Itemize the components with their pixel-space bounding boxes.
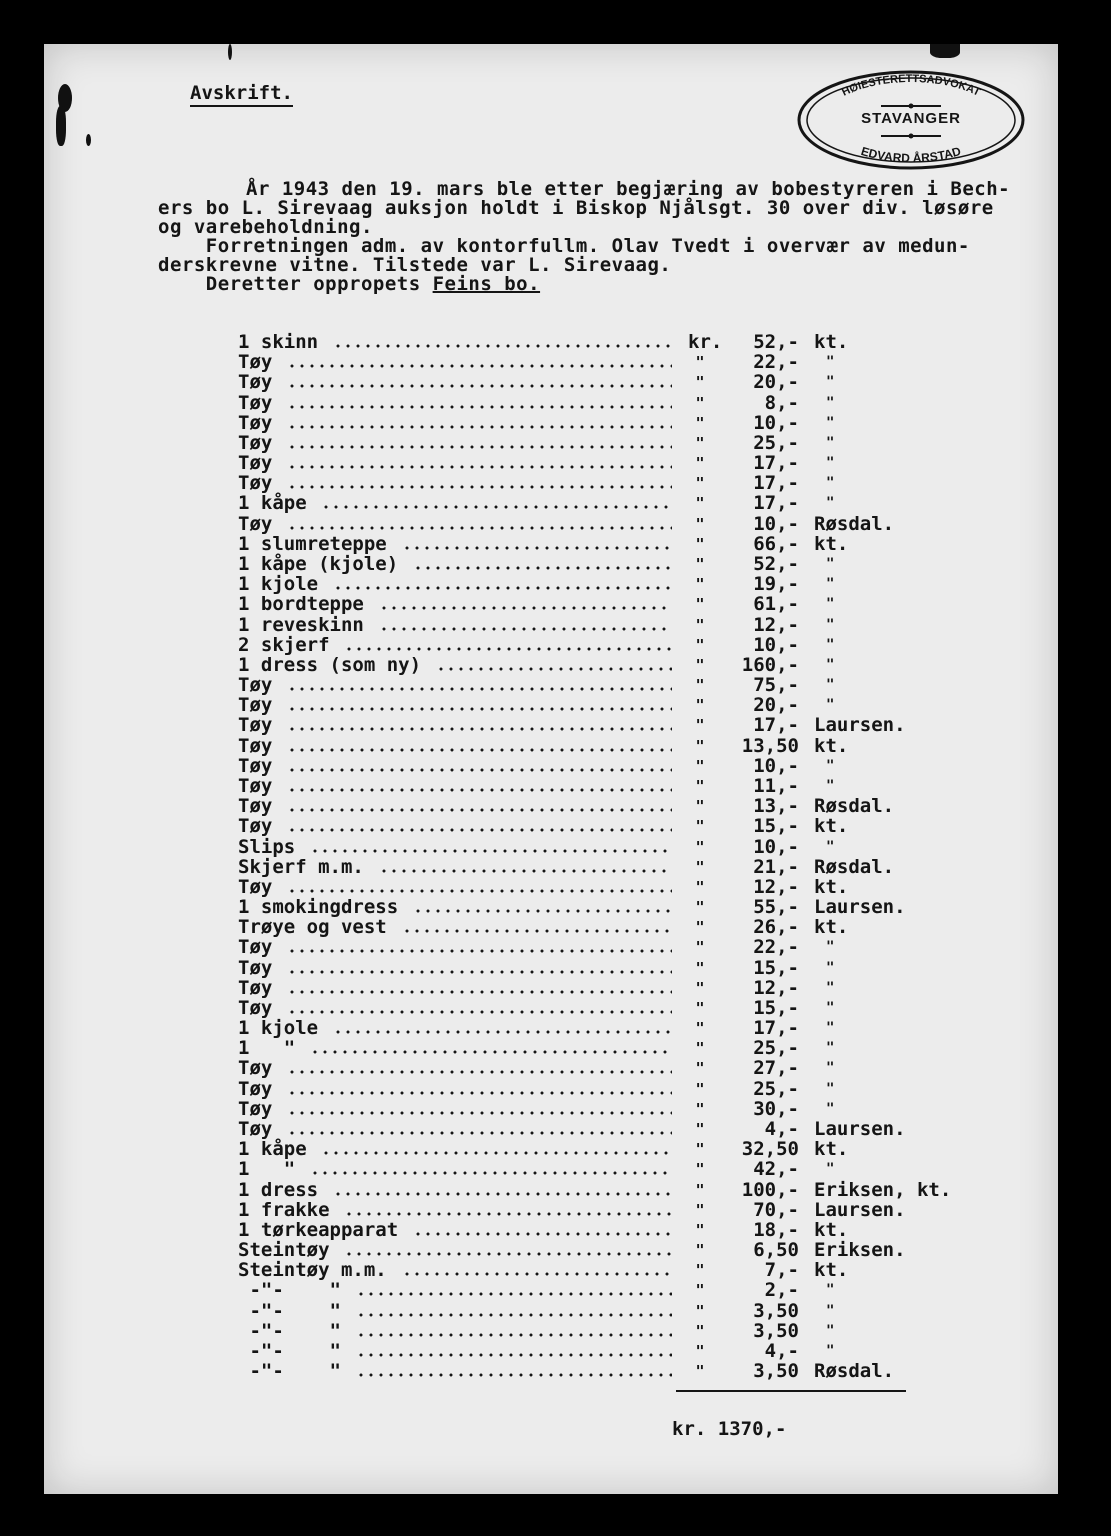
row-item: Tøy — [238, 976, 273, 999]
row-item: 1 bordteppe — [238, 593, 364, 616]
row-amount: 100,- — [741, 1178, 799, 1201]
row-buyer: " — [826, 455, 835, 472]
total-amount: kr. 1370,- — [672, 1418, 787, 1440]
row-currency: " — [695, 1241, 705, 1260]
row-item: Tøy — [238, 774, 273, 797]
row-buyer: " — [826, 1020, 835, 1037]
row-currency: " — [695, 676, 705, 695]
row-currency: " — [695, 353, 705, 372]
row-amount: 8,- — [764, 391, 799, 414]
row-amount: 20,- — [753, 694, 799, 717]
row-item: 1 frakke — [238, 1198, 330, 1221]
row-amount: 3,50 — [753, 1299, 799, 1322]
row-buyer: " — [826, 636, 835, 653]
row-amount: 17,- — [753, 452, 799, 475]
ink-speck — [86, 134, 91, 146]
row-currency: " — [695, 958, 705, 977]
row-buyer: Laursen. — [814, 1118, 906, 1141]
row-amount: 12,- — [753, 613, 799, 636]
row-amount: 25,- — [753, 1037, 799, 1060]
row-amount: 15,- — [753, 956, 799, 979]
row-amount: 17,- — [753, 472, 799, 495]
row-currency: " — [695, 514, 705, 533]
row-amount: 6,50 — [753, 1239, 799, 1262]
row-amount: 13,50 — [741, 734, 799, 757]
row-amount: 160,- — [741, 653, 799, 676]
row-item: Tøy — [238, 815, 273, 838]
row-buyer: Eriksen. — [814, 1239, 906, 1262]
row-buyer: " — [826, 576, 835, 593]
row-buyer: " — [826, 1040, 835, 1057]
row-item: Tøy — [238, 1057, 273, 1080]
row-amount: 18,- — [753, 1218, 799, 1241]
row-buyer: kt. — [814, 875, 849, 898]
row-amount: 70,- — [753, 1198, 799, 1221]
row-buyer: " — [826, 757, 835, 774]
row-buyer: Eriksen, kt. — [814, 1178, 952, 1201]
row-currency: " — [695, 877, 705, 896]
row-buyer: " — [826, 616, 835, 633]
row-amount: 12,- — [753, 875, 799, 898]
intro-line-6 — [158, 275, 1048, 294]
row-item: Tøy — [238, 936, 273, 959]
row-currency: " — [695, 655, 705, 674]
row-amount: 75,- — [753, 674, 799, 697]
row-amount: 52,- — [753, 331, 799, 353]
row-item: Tøy — [238, 472, 273, 495]
sum-rule — [676, 1390, 906, 1392]
intro-line: Forretningen adm. av kontorfullm. Olav Tvedt i overvær av medun- — [158, 235, 970, 257]
row-currency: " — [695, 1059, 705, 1078]
row-amount: 17,- — [753, 492, 799, 515]
row-amount: 4,- — [764, 1118, 799, 1141]
row-amount: 15,- — [753, 815, 799, 838]
row-item: Tøy — [238, 875, 273, 898]
row-currency: " — [695, 595, 705, 614]
row-currency: " — [695, 998, 705, 1017]
row-amount: 13,- — [753, 795, 799, 818]
row-buyer: " — [826, 414, 835, 431]
row-currency: " — [695, 1281, 705, 1300]
row-buyer: " — [826, 475, 835, 492]
row-item: Tøy — [238, 371, 273, 394]
row-buyer: " — [826, 1060, 835, 1077]
row-item: Steintøy m.m. — [238, 1259, 387, 1282]
row-buyer: " — [826, 838, 835, 855]
row-amount: 27,- — [753, 1057, 799, 1080]
row-amount: 32,50 — [741, 1138, 799, 1161]
row-currency: " — [695, 938, 705, 957]
row-currency: " — [695, 1200, 705, 1219]
row-amount: 55,- — [753, 896, 799, 919]
row-currency: " — [695, 393, 705, 412]
row-item: Tøy — [238, 694, 273, 717]
row-currency: " — [695, 797, 705, 816]
row-buyer: " — [826, 1322, 835, 1339]
row-item: 1 smokingdress — [238, 896, 399, 919]
row-buyer: Laursen. — [814, 714, 906, 737]
row-item: 1 tørkeapparat — [238, 1218, 399, 1241]
stamp-city: STAVANGER — [861, 110, 961, 127]
row-currency: " — [695, 433, 705, 452]
row-amount: 25,- — [753, 431, 799, 454]
row-amount: 2,- — [764, 1279, 799, 1302]
row-buyer: " — [826, 374, 835, 391]
row-buyer: Røsdal. — [814, 1360, 895, 1383]
row-currency: " — [695, 918, 705, 937]
row-amount: 42,- — [753, 1158, 799, 1181]
row-currency: " — [695, 1220, 705, 1239]
row-item: 1 reveskinn — [238, 613, 364, 636]
row-amount: 15,- — [753, 996, 799, 1019]
row-item: 1 kåpe — [238, 492, 307, 515]
row-buyer: " — [826, 434, 835, 451]
row-item: Tøy — [238, 734, 273, 757]
row-currency: " — [695, 1342, 705, 1360]
row-item: Tøy — [238, 754, 273, 777]
row-currency: " — [695, 736, 705, 755]
ink-speck — [56, 106, 66, 146]
row-amount: 26,- — [753, 916, 799, 939]
row-item: -"- " — [238, 1340, 341, 1362]
row-item: Tøy — [238, 714, 273, 737]
row-currency: " — [695, 554, 705, 573]
row-amount: 12,- — [753, 976, 799, 999]
row-item: -"- " — [238, 1319, 341, 1342]
row-item: Tøy — [238, 391, 273, 414]
row-item: 1 kjole — [238, 573, 319, 596]
row-item: Tøy — [238, 512, 273, 535]
row-currency: " — [695, 817, 705, 836]
row-amount: 3,50 — [753, 1360, 799, 1383]
row-buyer: kt. — [814, 1259, 849, 1282]
row-amount: 52,- — [753, 552, 799, 575]
row-amount: 30,- — [753, 1097, 799, 1120]
row-buyer: " — [826, 555, 835, 572]
row-buyer: Røsdal. — [814, 795, 895, 818]
row-item: 1 " — [238, 1158, 296, 1181]
row-currency: " — [695, 978, 705, 997]
row-buyer: kt. — [814, 1218, 849, 1241]
row-item: Tøy — [238, 351, 273, 374]
row-currency: kr. — [688, 331, 723, 353]
row-item: Skjerf m.m. — [238, 855, 364, 878]
row-item: Steintøy — [238, 1239, 330, 1262]
row-buyer: " — [826, 999, 835, 1016]
row-currency: " — [695, 1180, 705, 1199]
row-amount: 4,- — [764, 1340, 799, 1362]
row-buyer: Laursen. — [814, 1198, 906, 1221]
row-currency: " — [695, 837, 705, 856]
row-currency: " — [695, 575, 705, 594]
row-amount: 21,- — [753, 855, 799, 878]
row-currency: " — [695, 615, 705, 634]
row-currency: " — [695, 1160, 705, 1179]
row-item: Tøy — [238, 956, 273, 979]
row-buyer: " — [826, 394, 835, 411]
row-currency: " — [695, 696, 705, 715]
intro-line: derskrevne vitne. Tilstede var L. Sirevaag. — [158, 254, 672, 276]
intro-paragraph — [158, 180, 1048, 294]
row-buyer: " — [826, 1282, 835, 1299]
row-item: 1 skinn — [238, 331, 319, 353]
row-item: Trøye og vest — [238, 916, 387, 939]
row-item: 1 " — [238, 1037, 296, 1060]
row-amount: 10,- — [753, 512, 799, 535]
row-item: Tøy — [238, 411, 273, 434]
row-amount: 10,- — [753, 633, 799, 656]
row-buyer: " — [826, 959, 835, 976]
row-currency: " — [695, 756, 705, 775]
row-item: 2 skjerf — [238, 633, 330, 656]
intro-line-6-prefix: Deretter oppropets — [158, 273, 433, 295]
row-amount: 10,- — [753, 754, 799, 777]
stamp-top-text: HØIESTERETTSADVOKAT — [840, 72, 983, 99]
row-item: 1 kåpe (kjole) — [238, 552, 399, 575]
row-currency: " — [695, 857, 705, 876]
row-currency: " — [695, 534, 705, 553]
row-buyer: " — [826, 495, 835, 512]
row-amount: 17,- — [753, 1017, 799, 1040]
row-item: 1 dress (som ny) — [238, 653, 422, 676]
row-buyer: " — [826, 354, 835, 371]
row-item: Tøy — [238, 1077, 273, 1100]
row-buyer: " — [826, 1302, 835, 1319]
intro-line: ers bo L. Sirevaag auksjon holdt i Biskop Njålsgt. 30 over div. løsøre — [158, 197, 994, 219]
row-currency: " — [695, 1099, 705, 1118]
row-currency: " — [695, 1301, 705, 1320]
row-currency: " — [695, 1362, 705, 1381]
row-currency: " — [695, 494, 705, 513]
row-buyer: kt. — [814, 815, 849, 838]
row-item: Tøy — [238, 452, 273, 475]
row-buyer: " — [826, 1343, 835, 1359]
row-currency: " — [695, 716, 705, 735]
row-currency: " — [695, 474, 705, 493]
row-item: Tøy — [238, 674, 273, 697]
row-currency: " — [695, 454, 705, 473]
row-amount: 25,- — [753, 1077, 799, 1100]
row-currency: " — [695, 1261, 705, 1280]
row-currency: " — [695, 1321, 705, 1340]
row-buyer: kt. — [814, 1138, 849, 1161]
row-buyer: Laursen. — [814, 896, 906, 919]
row-currency: " — [695, 413, 705, 432]
ink-speck — [930, 44, 960, 58]
row-buyer: kt. — [814, 916, 849, 939]
svg-text:EDVARD ÅRSTAD — [859, 144, 962, 165]
estate-name: Feins bo. — [432, 273, 541, 295]
lawyer-stamp — [795, 68, 1027, 172]
row-currency: " — [695, 1019, 705, 1038]
row-buyer: " — [826, 979, 835, 996]
row-item: -"- " — [238, 1360, 341, 1383]
row-amount: 66,- — [753, 532, 799, 555]
row-amount: 7,- — [764, 1259, 799, 1282]
row-amount: 22,- — [753, 936, 799, 959]
row-buyer: kt. — [814, 734, 849, 757]
intro-line: År 1943 den 19. mars ble etter begjæring av bobestyreren i Bech- — [246, 178, 1011, 200]
row-buyer: " — [826, 596, 835, 613]
row-amount: 3,50 — [753, 1319, 799, 1342]
row-buyer: " — [826, 1100, 835, 1117]
row-item: Slips — [238, 835, 296, 858]
row-currency: " — [695, 898, 705, 917]
intro-line: og varebeholdning. — [158, 216, 373, 238]
row-buyer: kt. — [814, 331, 849, 353]
row-currency: " — [695, 1140, 705, 1159]
row-amount: 61,- — [753, 593, 799, 616]
row-buyer: " — [826, 656, 835, 673]
row-currency: " — [695, 635, 705, 654]
row-item: -"- " — [238, 1279, 341, 1302]
row-buyer: " — [826, 1080, 835, 1097]
row-buyer: " — [826, 1161, 835, 1178]
row-buyer: " — [826, 939, 835, 956]
row-item: 1 kåpe — [238, 1138, 307, 1161]
row-item: 1 slumreteppe — [238, 532, 387, 555]
row-buyer: " — [826, 697, 835, 714]
stamp-bottom-text: EDVARD ÅRSTAD — [859, 143, 963, 166]
row-currency: " — [695, 1120, 705, 1139]
row-amount: 10,- — [753, 411, 799, 434]
row-currency: " — [695, 1079, 705, 1098]
ink-speck — [228, 44, 232, 60]
row-buyer: Røsdal. — [814, 512, 895, 535]
row-item: -"- " — [238, 1299, 341, 1322]
document-heading: Avskrift. — [190, 82, 293, 107]
row-amount: 17,- — [753, 714, 799, 737]
row-buyer: Røsdal. — [814, 855, 895, 878]
row-item: Tøy — [238, 1118, 273, 1141]
row-amount: 10,- — [753, 835, 799, 858]
row-amount: 22,- — [753, 351, 799, 374]
row-buyer: " — [826, 777, 835, 794]
row-currency: " — [695, 373, 705, 392]
row-item: Tøy — [238, 996, 273, 1019]
row-currency: " — [695, 776, 705, 795]
row-buyer: kt. — [814, 532, 849, 555]
row-amount: 11,- — [753, 774, 799, 797]
row-item: 1 kjole — [238, 1017, 319, 1040]
row-buyer: " — [826, 677, 835, 694]
row-item: Tøy — [238, 1097, 273, 1120]
row-currency: " — [695, 1039, 705, 1058]
row-amount: 20,- — [753, 371, 799, 394]
row-amount: 19,- — [753, 573, 799, 596]
row-item: 1 dress — [238, 1178, 319, 1201]
row-item: Tøy — [238, 795, 273, 818]
row-item: Tøy — [238, 431, 273, 454]
